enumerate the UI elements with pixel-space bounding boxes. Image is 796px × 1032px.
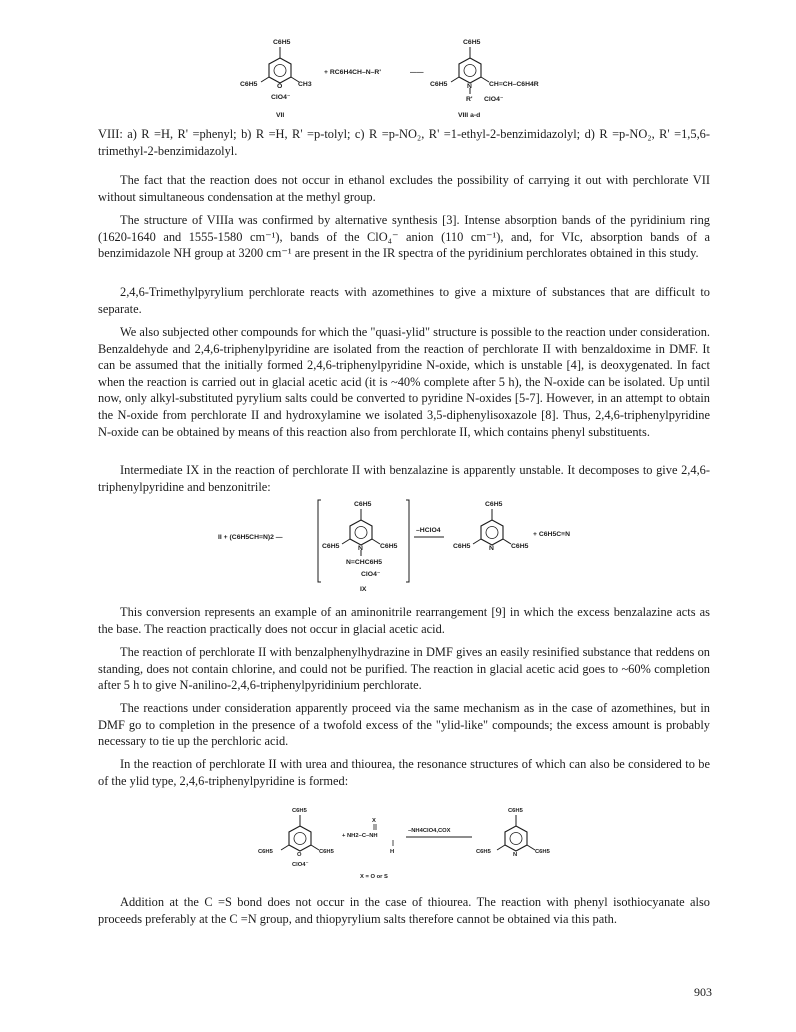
h-atom-label: H xyxy=(390,849,395,855)
reaction-scheme-ix xyxy=(218,494,598,596)
compound-label-viii: VIII a-d xyxy=(458,112,481,119)
aromatic-circle xyxy=(294,833,306,845)
conditions-label: –NH4ClO4,COX xyxy=(408,828,451,834)
body-paragraph: The fact that the reaction does not occur in ethanol excludes the possibility of carrying it out with perchlorate VII without simultaneous condensation at the methyl group. xyxy=(98,173,710,204)
bond xyxy=(481,77,489,82)
c6h5-label: C6H5 xyxy=(508,808,523,814)
body-paragraph: 2,4,6-Trimethylpyrylium perchlorate reacts with azomethines to give a mixture of substances that are difficult to separate. xyxy=(98,285,710,316)
c6h5-label: C6H5 xyxy=(319,849,334,855)
pyridine-ring xyxy=(505,826,527,851)
r-prime-label: R' xyxy=(466,96,473,103)
body-paragraph: This conversion represents an example of an aminonitrile rearrangement [9] in which the excess benzalazine acts as the base. The reaction practically does not occur in glacial acetic acid. xyxy=(98,605,710,636)
x-atom-label: X xyxy=(372,818,376,824)
perchlorate-label: ClO4⁻ xyxy=(361,571,381,578)
benzonitrile-label: + C6H5C≡N xyxy=(533,531,571,538)
page-number: 903 xyxy=(694,985,712,999)
aromatic-circle xyxy=(510,833,522,845)
benzalazine-reactants: II + (C6H5CH=N)2 — xyxy=(218,534,283,541)
bond xyxy=(261,77,269,82)
c6h5-label: C6H5 xyxy=(511,543,529,550)
c6h5-label: C6H5 xyxy=(476,849,491,855)
aromatic-circle xyxy=(464,65,476,77)
bond xyxy=(342,539,350,544)
body-paragraph: Addition at the C =S bond does not occur in the case of thiourea. The reaction with phenyl isothiocyanate also proceeds preferably at the C =N group, and thiopyrylium salts therefore cannot be obtained via this path. xyxy=(98,895,710,926)
oxonium-label: O xyxy=(297,852,302,858)
c6h5-label: C6H5 xyxy=(273,39,291,46)
bond xyxy=(281,845,289,850)
c6h5-label: C6H5 xyxy=(535,849,550,855)
c6h5-label: C6H5 xyxy=(292,808,307,814)
styryl-chain-label: CH=CH–C6H4R xyxy=(489,81,539,88)
bond xyxy=(372,539,380,544)
bond xyxy=(503,539,511,544)
c6h5-label: C6H5 xyxy=(380,543,398,550)
perchlorate-label: ClO4⁻ xyxy=(292,862,309,868)
body-paragraph: The structure of VIIIa was confirmed by alternative synthesis [3]. Intense absorption bands of the pyridinium ring (1620-1640 and 1555-1580 cm⁻¹), bands of the ClO₄⁻ anion (110 cm⁻¹), and, for VIc, absorption bands of a benzimidazole NH group at 3200 cm⁻¹ are present in the IR spectra of the pyridinium perchlorates obtained in this study. xyxy=(98,213,710,261)
urea-reagent: + NH2–C–NH xyxy=(342,833,378,839)
c6h5-label: C6H5 xyxy=(485,501,503,508)
reaction-scheme-vii-to-viii xyxy=(240,30,580,122)
azomethine-reagent: + RC6H4CH–N–R' xyxy=(324,69,381,76)
x-definition: X = O or S xyxy=(360,874,388,880)
pyridinium-n-label: N xyxy=(467,83,472,90)
methyl-label: CH3 xyxy=(298,81,312,88)
bond xyxy=(451,77,459,82)
c6h5-label: C6H5 xyxy=(354,501,372,508)
c6h5-label: C6H5 xyxy=(430,81,448,88)
pyridine-ring xyxy=(481,520,503,545)
c6h5-label: C6H5 xyxy=(453,543,471,550)
body-paragraph: We also subjected other compounds for which the "quasi-ylid" structure is possible to the reaction under consideration. Benzaldehyde and 2,4,6-triphenylpyridine are isolated from the reaction of perchlorate II with benzaldoxime in DMF. It can be assumed that the initially formed 2,4,6-triphenylpyridine N-oxide, which is unstable [4], is deoxygenated. In fact when the reaction is carried out in glacial acetic acid (it is ~40% complete after 5 h), the N-oxide can be isolated. Up until now, only alkyl-substituted pyrylium salts could be converted to pyridine N-oxides [5-7]. However, in an attempt to obtain the N-oxide from perchlorate II and hydroxylamine we isolated 3,5-diphenylisoxazole [8]. Thus, 2,4,6-triphenylpyridine N-oxide can be obtained by means of this reaction also from perchlorate II, which contains phenyl substituents. xyxy=(98,325,710,439)
aromatic-circle xyxy=(355,527,367,539)
left-bracket xyxy=(318,500,321,582)
bond xyxy=(497,845,505,850)
pyrylium-ring xyxy=(289,826,311,851)
body-paragraph: In the reaction of perchlorate II with urea and thiourea, the resonance structures of which can also be considered to be of the ylid type, 2,4,6-triphenylpyridine is formed: xyxy=(98,757,710,788)
pyridinium-ring xyxy=(459,58,481,83)
pyridine-n-label: N xyxy=(489,545,494,552)
c6h5-label: C6H5 xyxy=(463,39,481,46)
pyridinium-n-label: N xyxy=(358,545,363,552)
reaction-arrow: —— xyxy=(410,69,424,76)
reaction-scheme-urea xyxy=(250,796,580,888)
pyrylium-ring xyxy=(269,58,291,83)
bond xyxy=(473,539,481,544)
body-paragraph: Intermediate IX in the reaction of perchlorate II with benzalazine is apparently unstable. It decomposes to give 2,4,6-triphenylpyridine and benzonitrile: xyxy=(98,463,710,494)
pyridine-n-label: N xyxy=(513,852,518,858)
bond xyxy=(527,845,535,850)
perchlorate-label: ClO4⁻ xyxy=(484,96,504,103)
oxonium-label: O xyxy=(277,83,283,90)
compound-label-vii: VII xyxy=(276,112,285,119)
compound-label-ix: IX xyxy=(360,586,367,593)
body-paragraph: The reactions under consideration apparently proceed via the same mechanism as in the case of azomethines, but in DMF go to completion in the presence of a twofold excess of the "ylid-like" compounds; the excess amount is probably necessary to tie up the perchloric acid. xyxy=(98,701,710,749)
aromatic-circle xyxy=(486,527,498,539)
bond xyxy=(311,845,319,850)
aromatic-circle xyxy=(274,65,286,77)
compound-viii-definitions: VIII: a) R =H, R' =phenyl; b) R =H, R' =p-tolyl; c) R =p-NO₂, R' =1-ethyl-2-benzimidazolyl; d) R =p-NO₂, R' =1,5,6-trimethyl-2-benzimidazolyl. xyxy=(98,127,710,158)
elimination-label: –HClO4 xyxy=(416,527,441,534)
c6h5-label: C6H5 xyxy=(258,849,273,855)
right-bracket xyxy=(406,500,409,582)
body-paragraph: The reaction of perchlorate II with benzalphenylhydrazine in DMF gives an easily resinified substance that reddens on standing, does not contain chlorine, and could not be purified. The reaction in glacial acetic acid goes to ~60% completion after 5 h to give N-anilino-2,4,6-triphenylpyridinium perchlorate. xyxy=(98,645,710,693)
c6h5-label: C6H5 xyxy=(240,81,258,88)
benzylidene-amino-label: N=CHC6H5 xyxy=(346,559,383,566)
pyridinium-ring xyxy=(350,520,372,545)
c6h5-label: C6H5 xyxy=(322,543,340,550)
perchlorate-label: ClO4⁻ xyxy=(271,94,291,101)
